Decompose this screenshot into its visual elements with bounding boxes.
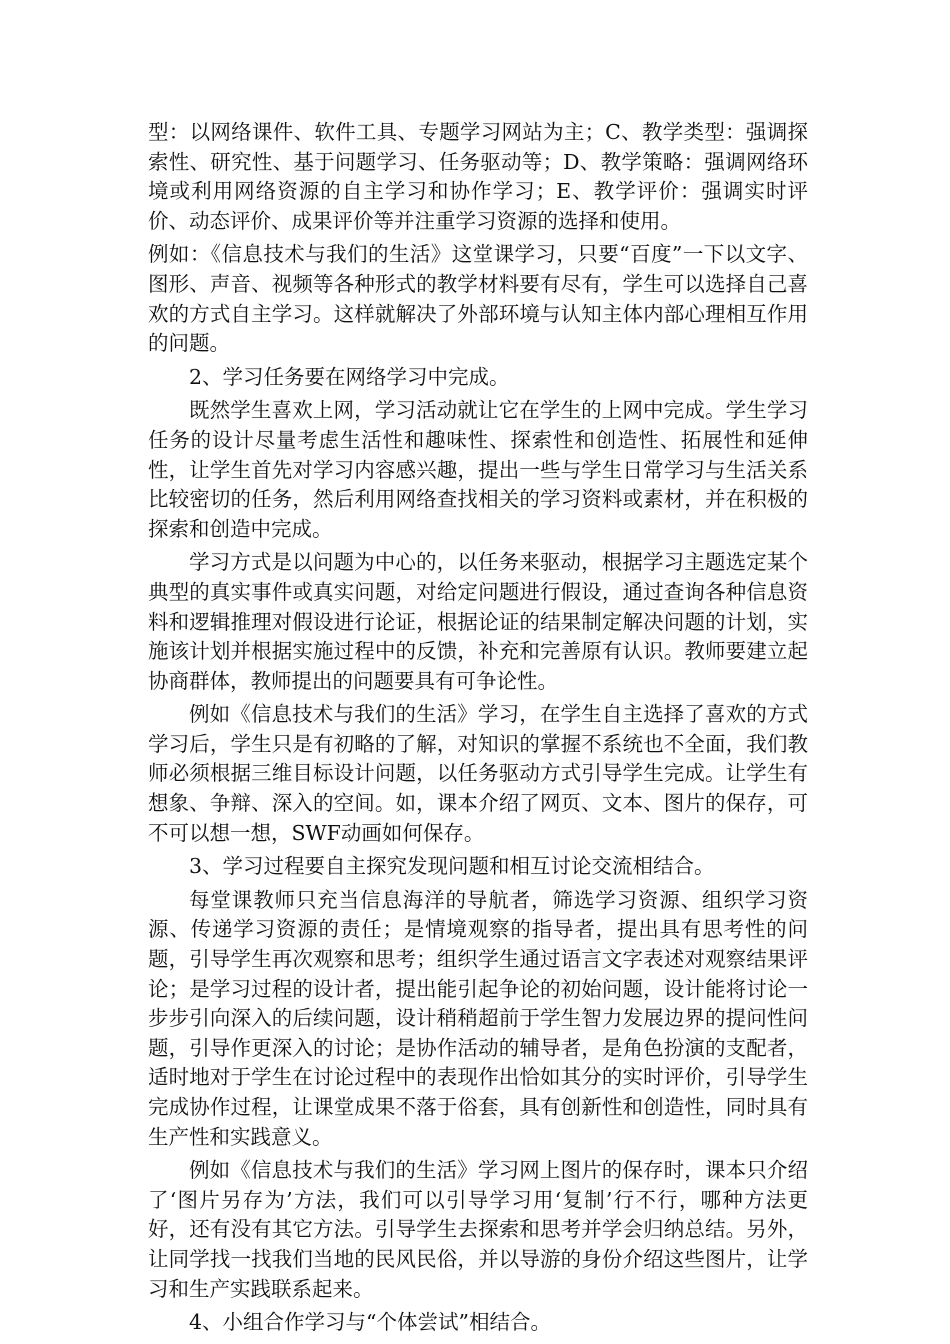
paragraph-teacher-roles: 每堂课教师只充当信息海洋的导航者，筛选学习资源、组织学习资源、传递学习资源的责任；是情境观察的指导者，提出具有思考性的问题，引导学生再次观察和思考；组织学生通过语言文字表述对观察结果评论；是学习过程的设计者，提出能引起争论的初始问题，设计能将讨论一步步引向深入的后续问题，设计稍稍超前于学生智力发展边界的提问性问题，引导作更深入的讨论；是协作活动的辅导者，是角色扮演的支配者，适时地对于学生在讨论过程中的表现作出恰如其分的实时评价，引导学生完成协作过程，让课堂成果不落于俗套，具有创新性和创造性，同时具有生产性和实践意义。 xyxy=(148,887,808,1149)
section-heading-3: 3、学习过程要自主探究发现问题和相互讨论交流相结合。 xyxy=(189,854,715,879)
paragraph-online-tasks: 既然学生喜欢上网，学习活动就让它在学生的上网中完成。学生学习任务的设计尽量考虑生活性和趣味性、探索性和创造性、拓展性和延伸性，让学生首先对学习内容感兴趣，提出一些与学生日常学习与生活关系比较密切的任务，然后利用网络查找相关的学习资料或素材，并在积极的探索和创造中完成。 xyxy=(148,398,808,541)
section-heading-4: 4、小组合作学习与“个体尝试”相结合。 xyxy=(189,1310,552,1335)
paragraph-image-saving-example: 例如《信息技术与我们的生活》学习网上图片的保存时，课本只介绍了‘图片另存为’方法，我们可以引导学习用‘复制’行不行，哪种方法更好，还有没有其它方法。引导学生去探索和思考并学会归纳总结。另外，让同学找一找我们当地的民风民俗，并以导游的身份介绍这些图片，让学习和生产实践联系起来。 xyxy=(148,1158,808,1301)
paragraph-three-dimensional-goals-example: 例如《信息技术与我们的生活》学习，在学生自主选择了喜欢的方式学习后，学生只是有初略的了解，对知识的掌握不系统也不全面，我们教师必须根据三维目标设计问题，以任务驱动方式引导学生完成。让学生有想象、争辩、深入的空间。如，课本介绍了网页、文本、图片的保存，可不可以想一想，SWF动画如何保存。 xyxy=(148,702,808,845)
section-heading-2: 2、学习任务要在网络学习中完成。 xyxy=(189,364,510,389)
paragraph-teaching-model-summary: 型：以网络课件、软件工具、专题学习网站为主；C、教学类型：强调探索性、研究性、基于问题学习、任务驱动等；D、教学策略：强调网络环境或利用网络资源的自主学习和协作学习；E、教学评价：强调实时评价、动态评价、成果评价等并注重学习资源的选择和使用。 xyxy=(148,120,808,233)
document-body xyxy=(148,118,808,1342)
paragraph-baidu-example: 例如：《信息技术与我们的生活》这堂课学习，只要“百度”一下以文字、图形、声音、视频等各种形式的教学材料要有尽有，学生可以选择自己喜欢的方式自主学习。这样就解决了外部环境与认知主体内部心理相互作用的问题。 xyxy=(148,242,808,356)
paragraph-problem-centered: 学习方式是以问题为中心的，以任务来驱动，根据学习主题选定某个典型的真实事件或真实问题，对给定问题进行假设，通过查询各种信息资料和逻辑推理对假设进行论证，根据论证的结果制定解决问题的计划，实施该计划并根据实施过程中的反馈，补充和完善原有认识。教师要建立起协商群体，教师提出的问题要具有可争论性。 xyxy=(148,550,808,693)
